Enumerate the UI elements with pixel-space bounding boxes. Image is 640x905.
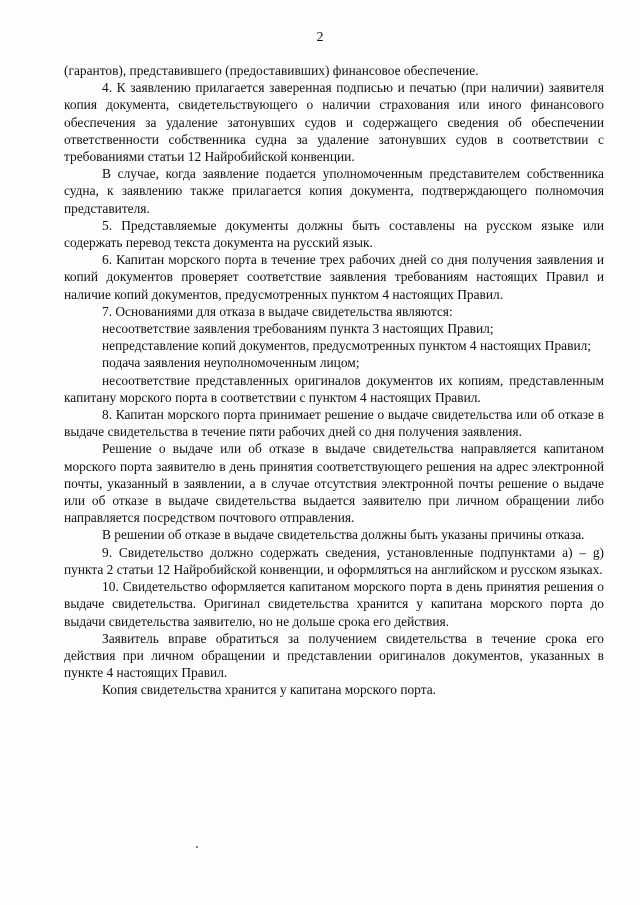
- document-body: [64, 62, 604, 699]
- refusal-ground-4: несоответствие представленных оригиналов документов их копиям, представленным капитану морского порта в соответствии с пунктом 4 настоящих Правил.: [64, 372, 604, 405]
- paragraph-item-4: 4. К заявлению прилагается заверенная подписью и печатью (при наличии) заявителя копия документа, свидетельствующего о наличии страхования или иного финансового обеспечения за удаление затонувших судов и содержащего сведения об обеспечении ответственности собственника судна за удаление затонувших судов в соответствии с требованиями статьи 12 Найробийской конвенции.: [64, 80, 604, 165]
- paragraph-item-9: 9. Свидетельство должно содержать сведения, установленные подпунктами a) – g) пункта 2 статьи 12 Найробийской конвенции, и оформляться на английском и русском языках.: [64, 544, 604, 577]
- paragraph-decision-delivery: Решение о выдаче или об отказе в выдаче свидетельства направляется капитаном морского порта заявителю в день принятия соответствующего решения на адрес электронной почты, указанный в заявлении, а в случае отсутствия электронной почты решение о выдаче или об отказе в выдаче свидетельства выдается заявителю при личном обращении либо направляется посредством почтового отправления.: [64, 441, 604, 526]
- paragraph-item-10: 10. Свидетельство оформляется капитаном морского порта в день принятия решения о выдаче свидетельства. Оригинал свидетельства хранится у капитана морского порта до выдачи свидетельства заявителю, но не дольше срока его действия.: [64, 579, 604, 629]
- paragraph-item-7: 7. Основаниями для отказа в выдаче свидетельства являются:: [102, 303, 453, 319]
- paragraph-representative: В случае, когда заявление подается уполномоченным представителем собственника судна, к заявлению также прилагается копия документа, подтверждающего полномочия представителя.: [64, 166, 604, 216]
- paragraph-copy-storage: Копия свидетельства хранится у капитана морского порта.: [102, 682, 437, 698]
- page-number: 2: [316, 30, 324, 45]
- paragraph-continuation: (гарантов), представившего (предоставивших) финансовое обеспечение.: [64, 63, 479, 78]
- scan-speck: [196, 846, 198, 848]
- refusal-ground-1: несоответствие заявления требованиям пункта 3 настоящих Правил;: [102, 321, 494, 337]
- paragraph-item-5: 5. Представляемые документы должны быть составлены на русском языке или содержать перевод текста документа на русский язык.: [64, 217, 604, 251]
- refusal-ground-3: подача заявления неуполномоченным лицом;: [102, 355, 360, 371]
- paragraph-applicant-right: Заявитель вправе обратиться за получением свидетельства в течение срока его действия при личном обращении и представлении оригиналов документов, указанных в пункте 4 настоящих Правил.: [64, 630, 604, 681]
- refusal-ground-2: непредставление копий документов, предусмотренных пунктом 4 настоящих Правил;: [102, 338, 592, 354]
- paragraph-refusal-reasons: В решении об отказе в выдаче свидетельства должны быть указаны причины отказа.: [102, 527, 585, 543]
- paragraph-item-6: 6. Капитан морского порта в течение трех рабочих дней со дня получения заявления и копий документов проверяет соответствие заявления требованиям настоящих Правил и наличие копий документов, предусмотренных пунктом 4 настоящих Правил.: [64, 252, 604, 302]
- paragraph-item-8: 8. Капитан морского порта принимает решение о выдаче свидетельства или об отказе в выдаче свидетельства в течение пяти рабочих дней со дня получения заявления.: [64, 407, 604, 440]
